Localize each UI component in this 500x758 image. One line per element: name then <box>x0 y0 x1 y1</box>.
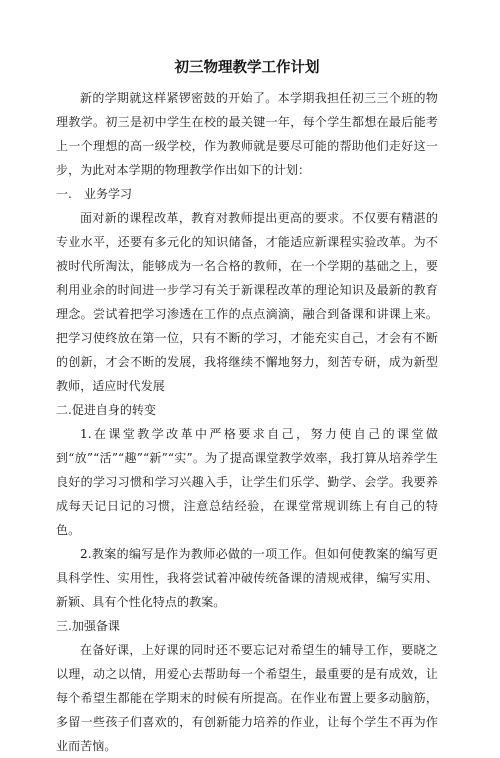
intro-paragraph: 新的学期就这样紧锣密鼓的开始了。本学期我担任初三三个班的物理教学。初三是初中学生在校的最关键一年，每个学生都想在最后能考上一个理想的高一级学校，作为教师就是要尽可能的帮助他们走好这一步，为此对本学期的物理教学作出如下的计划： <box>56 91 438 177</box>
section-paragraph: 2.教案的编写是作为教师必做的一项工作。但如何使教案的编写更具科学性、实用性，我将尝试着冲破传统备课的清规戒律，编写实用、新颖、具有个性化特点的教案。 <box>56 547 438 609</box>
section-number: 三. <box>56 619 72 633</box>
section-heading-text: 业务学习 <box>84 187 133 201</box>
section-heading-text: 加强备课 <box>71 619 120 633</box>
section-2 <box>56 398 438 614</box>
section-heading <box>56 182 438 206</box>
section-paragraph: 面对新的课程改革，教育对教师提出更高的要求。不仅要有精湛的专业水平，还要有多元化的知识储备，才能适应新课程实验改革。为不被时代所淘汰，能够成为一名合格的教师，在一个学期的基础之上，要利用业余的时间进一步学习有关于新课程改革的理论知识及最新的教育理念。尝试着把学习渗透在工作的点点滴滴，融合到备课和讲课上来。把学习使终放在第一位，只有不断的学习，才能充实自己，才会有不断的创新，才会不断的发展，我将继续不懈地努力，刻苦专研，成为新型教师，适应时代发展 <box>56 211 438 393</box>
section-heading <box>56 398 438 422</box>
section-heading-text: 促进自身的转变 <box>71 403 156 417</box>
section-paragraph: 在备好课，上好课的同时还不要忘记对希望生的辅导工作，要晓之以理，动之以情，用爱心去帮助每一个希望生，最重要的是有成效，让每个希望生都能在学期末的时候有所提高。在作业布置上要多动脑筋，多留一些孩子们喜欢的，有创新能力培养的作业，让每个学生不再为作业而苦恼。 <box>56 643 438 753</box>
document-title: 初三物理教学工作计划 <box>174 60 320 76</box>
section-paragraph: 1.在课堂教学改革中严格要求自己，努力使自己的课堂做到“放”“活”“趣”“新”“实”。为了提高课堂教学效率，我打算从培养学生良好的学习习惯和学习兴趣入手，让学生们乐学、勤学、会学。我要养成每天记日记的习惯，注意总结经验，在课堂常规训练上有自己的特色。 <box>56 427 438 537</box>
section-1 <box>56 182 438 398</box>
section-3 <box>56 614 438 758</box>
section-number: 一. <box>56 187 72 201</box>
section-heading <box>56 614 438 638</box>
section-number: 二. <box>56 403 72 417</box>
